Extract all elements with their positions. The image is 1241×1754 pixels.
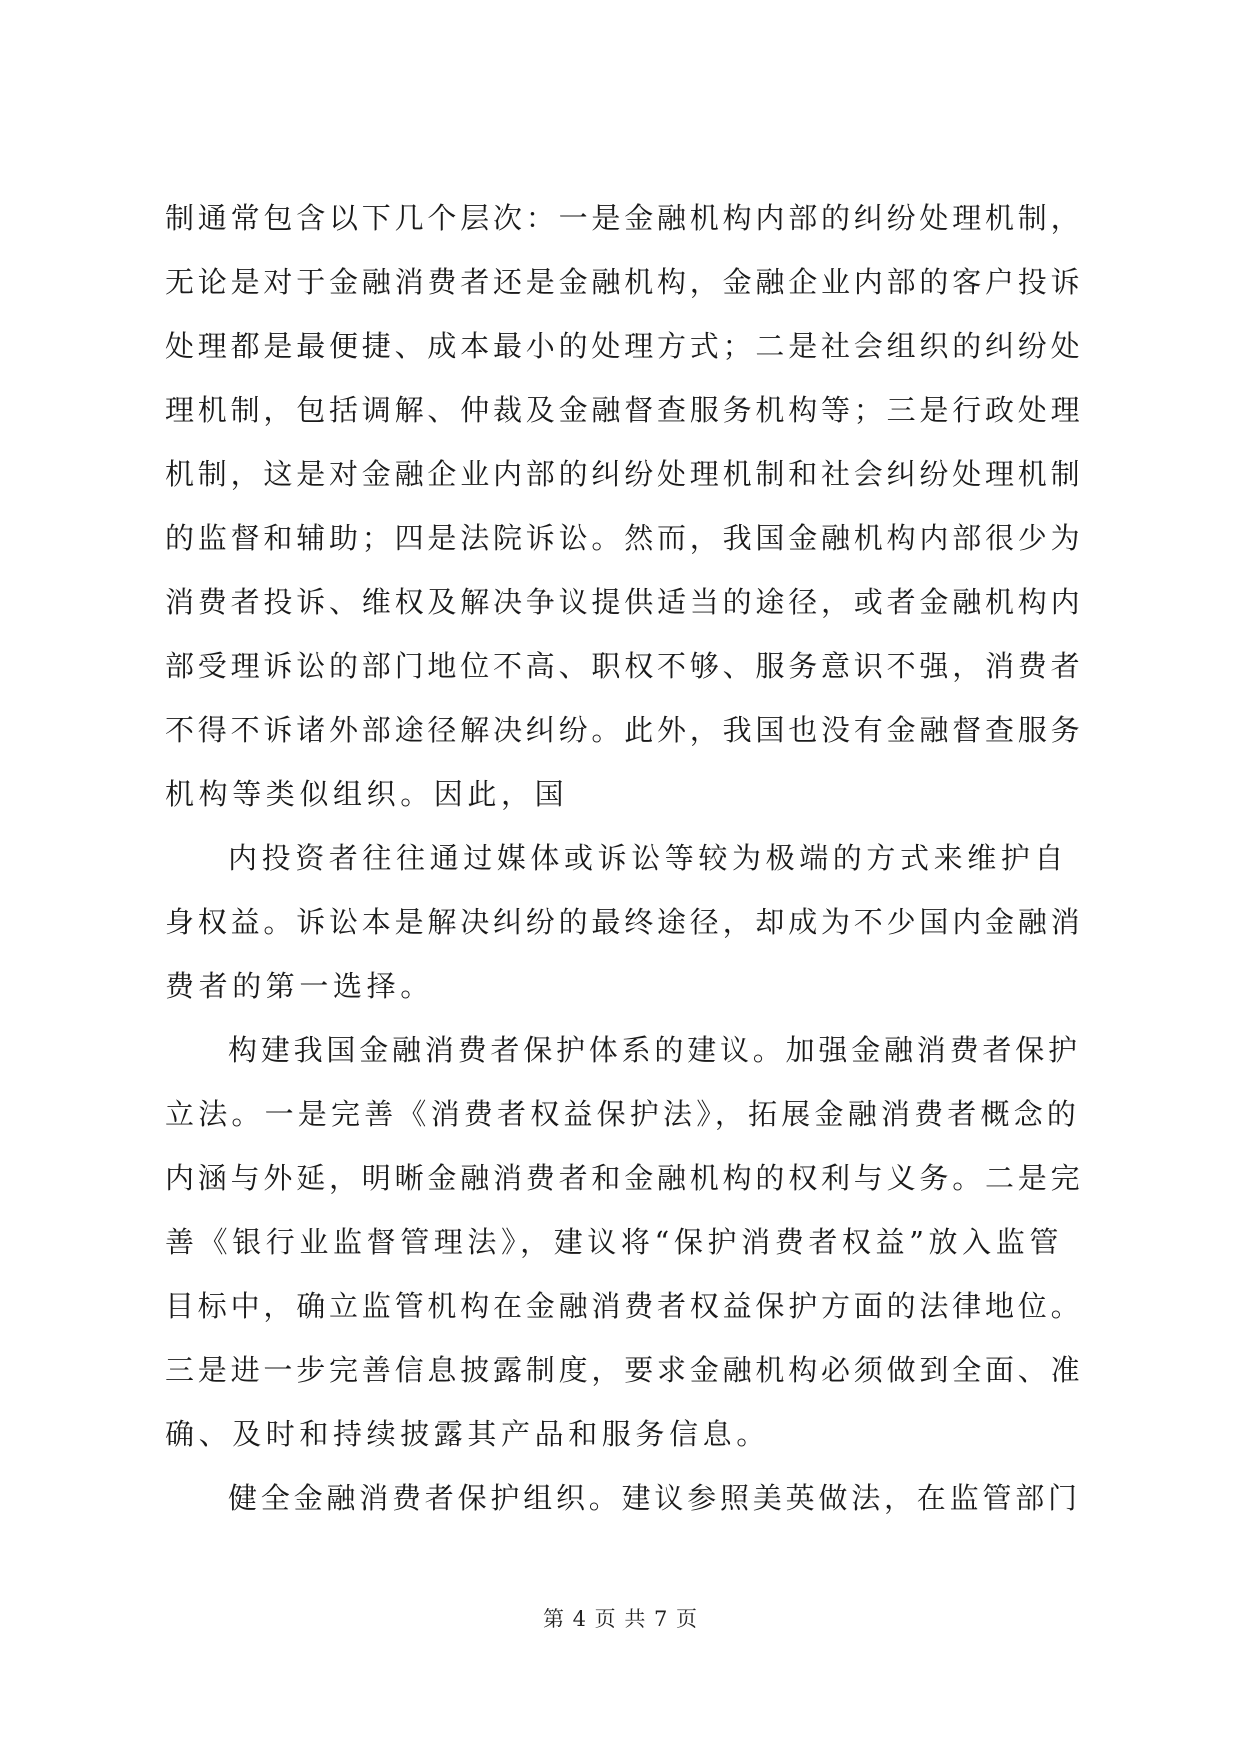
- text-line: 处理都是最便捷、成本最小的处理方式；二是社会组织的纠纷处: [165, 329, 1084, 363]
- text-line: 善《银行业监督管理法》，建议将“保护消费者权益”放入监管: [165, 1225, 1063, 1259]
- text-line: 身权益。诉讼本是解决纠纷的最终途径，却成为不少国内金融消: [165, 905, 1084, 939]
- text-line: 机制，这是对金融企业内部的纠纷处理机制和社会纠纷处理机制: [165, 457, 1084, 491]
- text-line: 确、及时和持续披露其产品和服务信息。: [165, 1417, 770, 1451]
- paragraph-first-line: 内投资者往往通过媒体或诉讼等较为极端的方式来维护自: [228, 841, 1069, 875]
- text-line: 目标中，确立监管机构在金融消费者权益保护方面的法律地位。: [165, 1289, 1084, 1323]
- text-line: 消费者投诉、维权及解决争议提供适当的途径，或者金融机构内: [165, 585, 1084, 619]
- text-line: 部受理诉讼的部门地位不高、职权不够、服务意识不强，消费者: [165, 649, 1084, 683]
- text-line: 立法。一是完善《消费者权益保护法》，拓展金融消费者概念的: [165, 1097, 1081, 1131]
- text-line: 理机制，包括调解、仲裁及金融督查服务机构等；三是行政处理: [165, 393, 1084, 427]
- text-line: 三是进一步完善信息披露制度，要求金融机构必须做到全面、准: [165, 1353, 1084, 1387]
- text-line: 的监督和辅助；四是法院诉讼。然而，我国金融机构内部很少为: [165, 521, 1084, 555]
- paragraph-first-line: 健全金融消费者保护组织。建议参照美英做法，在监管部门: [228, 1481, 1081, 1515]
- text-line: 无论是对于金融消费者还是金融机构，金融企业内部的客户投诉: [165, 265, 1084, 299]
- page-footer: 第 4 页 共 7 页: [542, 1607, 699, 1631]
- text-line: 制通常包含以下几个层次：一是金融机构内部的纠纷处理机制，: [165, 201, 1084, 235]
- text-line: 费者的第一选择。: [165, 969, 434, 1003]
- text-line: 内涵与外延，明晰金融消费者和金融机构的权利与义务。二是完: [165, 1161, 1084, 1195]
- text-line: 机构等类似组织。因此，国: [165, 777, 569, 811]
- text-line: 不得不诉诸外部途径解决纠纷。此外，我国也没有金融督查服务: [165, 713, 1084, 747]
- paragraph-first-line: 构建我国金融消费者保护体系的建议。加强金融消费者保护: [228, 1033, 1081, 1067]
